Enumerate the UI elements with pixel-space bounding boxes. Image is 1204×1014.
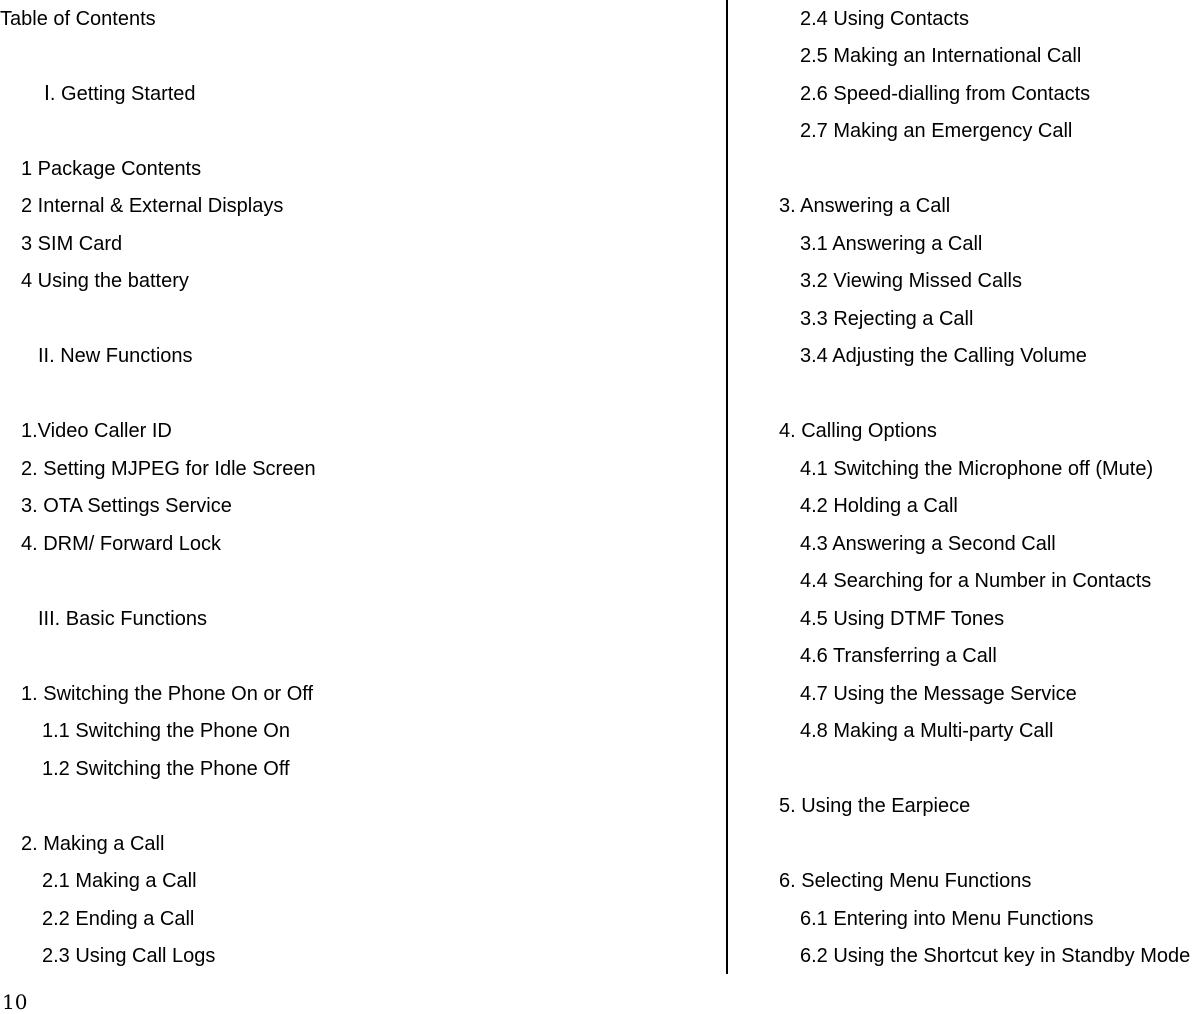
column-divider	[726, 0, 728, 974]
toc-subentry: 4.3 Answering a Second Call	[800, 533, 1056, 555]
toc-subentry: 2.4 Using Contacts	[800, 8, 969, 30]
toc-subentry: 2.2 Ending a Call	[42, 908, 195, 930]
toc-subentry: 3.2 Viewing Missed Calls	[800, 270, 1022, 292]
toc-entry: 1.Video Caller ID	[21, 420, 172, 442]
toc-subentry: 4.7 Using the Message Service	[800, 683, 1077, 705]
toc-subentry: 4.8 Making a Multi-party Call	[800, 720, 1054, 742]
toc-entry: 1 Package Contents	[21, 158, 202, 180]
toc-subentry: 4.1 Switching the Microphone off (Mute)	[800, 458, 1154, 480]
toc-subentry: 2.6 Speed-dialling from Contacts	[800, 83, 1091, 105]
toc-subentry: 1.2 Switching the Phone Off	[42, 758, 290, 780]
toc-entry: 3. OTA Settings Service	[21, 495, 232, 517]
toc-subentry: 4.6 Transferring a Call	[800, 645, 997, 667]
toc-subentry: 4.2 Holding a Call	[800, 495, 958, 517]
toc-title: Table of Contents	[0, 8, 156, 30]
toc-entry: 6. Selecting Menu Functions	[779, 870, 1032, 892]
toc-entry: 4. DRM/ Forward Lock	[21, 533, 222, 555]
toc-subentry: 4.5 Using DTMF Tones	[800, 608, 1005, 630]
toc-subentry: 3.3 Rejecting a Call	[800, 308, 974, 330]
toc-subentry: 3.4 Adjusting the Calling Volume	[800, 345, 1087, 367]
page-number: 10	[2, 990, 28, 1014]
toc-entry: 3 SIM Card	[21, 233, 123, 255]
toc-section-heading: Ⅰ. Getting Started	[44, 83, 196, 105]
toc-subentry: 2.3 Using Call Logs	[42, 945, 216, 967]
toc-entry: 2. Making a Call	[21, 833, 165, 855]
toc-entry: 4 Using the battery	[21, 270, 189, 292]
toc-section-heading: III. Basic Functions	[38, 608, 207, 630]
toc-entry: 2. Setting MJPEG for Idle Screen	[21, 458, 316, 480]
toc-subentry: 4.4 Searching for a Number in Contacts	[800, 570, 1152, 592]
toc-subentry: 6.2 Using the Shortcut key in Standby Mode	[800, 945, 1191, 967]
toc-subentry: 3.1 Answering a Call	[800, 233, 983, 255]
toc-entry: 1. Switching the Phone On or Off	[21, 683, 314, 705]
toc-subentry: 2.1 Making a Call	[42, 870, 197, 892]
toc-subentry: 2.7 Making an Emergency Call	[800, 120, 1073, 142]
toc-subentry: 1.1 Switching the Phone On	[42, 720, 290, 742]
toc-entry: 2 Internal & External Displays	[21, 195, 284, 217]
toc-entry: 3. Answering a Call	[779, 195, 951, 217]
toc-subentry: 2.5 Making an International Call	[800, 45, 1082, 67]
toc-subentry: 6.1 Entering into Menu Functions	[800, 908, 1094, 930]
toc-entry: 4. Calling Options	[779, 420, 937, 442]
toc-section-heading: II. New Functions	[38, 345, 193, 367]
toc-entry: 5. Using the Earpiece	[779, 795, 971, 817]
